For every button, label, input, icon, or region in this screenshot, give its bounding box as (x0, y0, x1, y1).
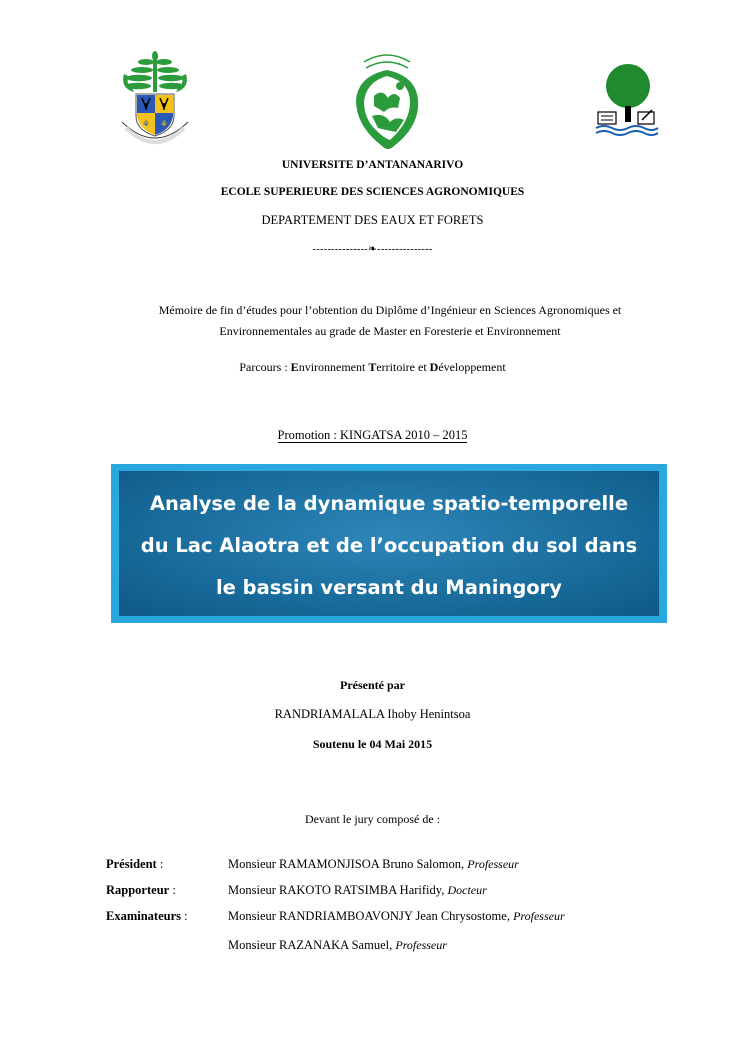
jury-row-president (106, 857, 519, 872)
thesis-title-line1: Analyse de la dynamique spatio-temporelle (149, 492, 629, 515)
jury-intro: Devant le jury composé de : (305, 812, 440, 826)
parcours-t-rest: erritoire et (376, 360, 430, 374)
forestry-department-logo (592, 62, 662, 157)
jury-member (228, 938, 447, 952)
jury-member-name: Monsieur RAKOTO RATSIMBA Harifidy, (228, 883, 448, 897)
essa-school-logo (344, 46, 430, 156)
jury-member (228, 883, 487, 897)
jury-role (106, 857, 228, 872)
jury-member-title: Professeur (467, 857, 519, 871)
department-name: DEPARTEMENT DES EAUX ET FORETS (261, 213, 484, 227)
jury-member-title: Professeur (395, 938, 447, 952)
thesis-title-box (111, 464, 667, 623)
university-name: UNIVERSITE D’ANTANANARIVO (281, 159, 464, 171)
svg-text:⚘: ⚘ (159, 119, 169, 129)
parcours-d-letter: D (429, 360, 439, 374)
jury-row-examinateurs (106, 909, 565, 924)
parcours-d-rest: éveloppement (438, 360, 506, 374)
thesis-title-panel (119, 471, 659, 616)
parcours-e-letter: E (290, 360, 299, 374)
jury-role-label: Examinateurs (106, 909, 181, 923)
jury-role-colon: : (181, 909, 188, 923)
jury-member-name: Monsieur RANDRIAMBOAVONJY Jean Chrysostome, (228, 909, 514, 923)
jury-role (106, 883, 228, 898)
promotion-line (0, 428, 745, 443)
jury-role (106, 909, 228, 924)
author-name: RANDRIAMALALA Ihoby Henintsoa (274, 707, 471, 721)
memoire-description-line2: Environnementales au grade de Master en Foresterie et Environnement (219, 324, 561, 338)
university-crest-logo (112, 48, 198, 158)
jury-row-rapporteur (106, 883, 487, 898)
parcours-line (0, 360, 745, 375)
jury-member (228, 909, 565, 923)
jury-role-colon: : (169, 883, 176, 897)
parcours-e-rest: nvironnement (298, 360, 369, 374)
thesis-title-line2: du Lac Alaotra et de l’occupation du sol dans (140, 534, 638, 557)
memoire-description-line1: Mémoire de fin d’études pour l’obtention du Diplôme d’Ingénieur en Sciences Agronomiques et (158, 303, 622, 317)
jury-role-label: Président (106, 857, 157, 871)
separator-ornament: ---------------❧--------------- (312, 244, 433, 255)
thesis-title-line3: le bassin versant du Maningory (215, 576, 563, 599)
parcours-t-letter: T (368, 360, 377, 374)
parcours-label: Parcours : (239, 360, 291, 374)
jury-role-colon: : (156, 857, 164, 871)
jury-role-label: Rapporteur (106, 883, 170, 897)
jury-member-name: Monsieur RAMAMONJISOA Bruno Salomon, (228, 857, 468, 871)
jury-member (228, 857, 519, 871)
promotion-text: Promotion : KINGATSA 2010 – 2015 (277, 428, 468, 442)
jury-member-title: Docteur (447, 883, 487, 897)
presented-by-label: Présenté par (340, 678, 405, 692)
jury-row-examinateur-2 (106, 938, 447, 953)
defense-date: Soutenu le 04 Mai 2015 (312, 737, 433, 751)
jury-member-name: Monsieur RAZANAKA Samuel, (228, 938, 396, 952)
school-name: ECOLE SUPERIEURE DES SCIENCES AGRONOMIQUES (220, 186, 525, 198)
svg-text:⚘: ⚘ (141, 119, 151, 129)
jury-member-title: Professeur (513, 909, 565, 923)
